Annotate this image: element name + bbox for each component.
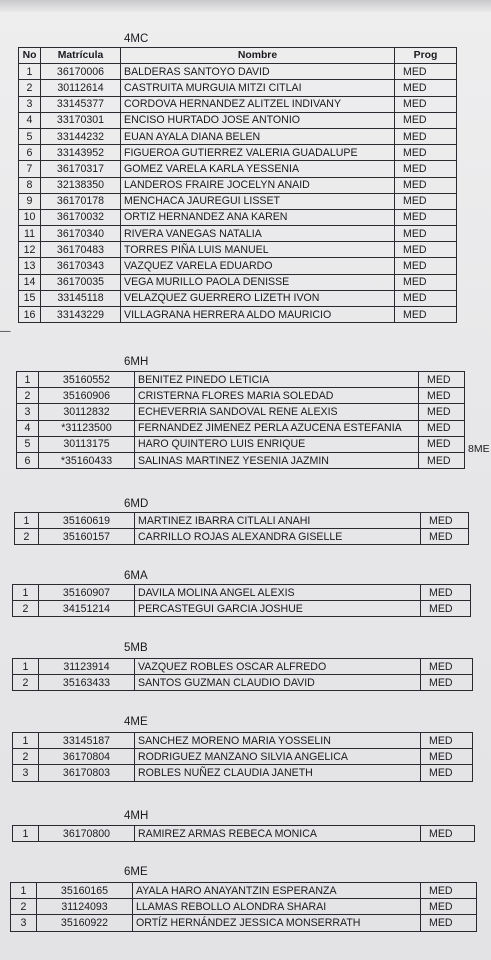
prog-cell: MED	[421, 675, 473, 691]
row-number: 2	[13, 675, 39, 691]
prog-cell: MED	[421, 585, 471, 601]
header-matricula: Matrícula	[41, 48, 121, 64]
matricula-cell: 30112614	[41, 80, 121, 96]
row-number: 12	[19, 242, 41, 258]
table-row	[19, 226, 457, 242]
prog-cell: MED	[421, 529, 469, 545]
row-number: 2	[11, 899, 37, 915]
section-title-6mh: 6MH	[124, 356, 149, 368]
nombre-cell: BALDERAS SANTOYO DAVID	[121, 64, 395, 80]
table-6me	[10, 882, 477, 932]
row-number: 2	[13, 601, 39, 617]
matricula-cell: *35160433	[39, 452, 135, 468]
table-row	[13, 733, 473, 749]
nombre-cell: AYALA HARO ANAYANTZIN ESPERANZA	[133, 883, 421, 899]
prog-cell: MED	[421, 733, 473, 749]
matricula-cell: 33143952	[41, 145, 121, 161]
matricula-cell: 30113175	[39, 436, 135, 452]
matricula-cell: 33145377	[41, 96, 121, 112]
prog-cell: MED	[419, 372, 465, 388]
row-number: 6	[19, 145, 41, 161]
matricula-cell: 36170032	[41, 209, 121, 225]
nombre-cell: VAZQUEZ ROBLES OSCAR ALFREDO	[135, 659, 421, 675]
nombre-cell: TORRES PIÑA LUIS MANUEL	[121, 242, 395, 258]
nombre-cell: CRISTERNA FLORES MARIA SOLEDAD	[135, 388, 419, 404]
row-number: 15	[19, 290, 41, 306]
nombre-cell: DAVILA MOLINA ANGEL ALEXIS	[135, 585, 421, 601]
prog-cell: MED	[395, 290, 457, 306]
row-number: 7	[19, 161, 41, 177]
header-prog: Prog	[395, 48, 457, 64]
matricula-cell: 36170343	[41, 258, 121, 274]
row-number: 5	[19, 128, 41, 144]
matricula-cell: 34151214	[39, 601, 135, 617]
matricula-cell: *31123500	[39, 420, 135, 436]
matricula-cell: 31123914	[39, 659, 135, 675]
section-title-4mh: 4MH	[124, 810, 149, 822]
matricula-cell: 33145118	[41, 290, 121, 306]
nombre-cell: VILLAGRANA HERRERA ALDO MAURICIO	[121, 307, 395, 323]
table-row	[19, 161, 457, 177]
matricula-cell: 36170800	[39, 826, 135, 842]
nombre-cell: LLAMAS REBOLLO ALONDRA SHARAI	[133, 899, 421, 915]
matricula-cell: 36170317	[41, 161, 121, 177]
nombre-cell: SALINAS MARTINEZ YESENIA JAZMIN	[135, 452, 419, 468]
matricula-cell: 32138350	[41, 177, 121, 193]
table-4mc	[18, 47, 457, 323]
nombre-cell: CARRILLO ROJAS ALEXANDRA GISELLE	[135, 529, 421, 545]
prog-cell: MED	[395, 96, 457, 112]
prog-cell: MED	[421, 765, 473, 781]
table-row	[19, 112, 457, 128]
prog-cell: MED	[395, 128, 457, 144]
nombre-cell: MENCHACA JAUREGUI LISSET	[121, 193, 395, 209]
table-row	[19, 64, 457, 80]
nombre-cell: VELAZQUEZ GUERRERO LIZETH IVON	[121, 290, 395, 306]
matricula-cell: 36170006	[41, 64, 121, 80]
row-number: 2	[15, 529, 39, 545]
edge-mark: —	[0, 325, 11, 337]
prog-cell: MED	[395, 226, 457, 242]
row-number: 10	[19, 209, 41, 225]
matricula-cell: 35160157	[39, 529, 135, 545]
row-number: 11	[19, 226, 41, 242]
section-title-4mc: 4MC	[124, 33, 149, 45]
matricula-cell: 35160907	[39, 585, 135, 601]
prog-cell: MED	[395, 177, 457, 193]
nombre-cell: BENITEZ PINEDO LETICIA	[135, 372, 419, 388]
nombre-cell: PERCASTEGUI GARCIA JOSHUE	[135, 601, 421, 617]
prog-cell: MED	[395, 307, 457, 323]
table-row	[19, 80, 457, 96]
table-row	[17, 436, 465, 452]
table-row	[19, 209, 457, 225]
row-number: 1	[13, 585, 39, 601]
matricula-cell: 36170035	[41, 274, 121, 290]
table-row	[13, 826, 475, 842]
table-row	[11, 915, 477, 931]
nombre-cell: GOMEZ VARELA KARLA YESSENIA	[121, 161, 395, 177]
matricula-cell: 35160165	[37, 883, 133, 899]
section-title-4me: 4ME	[124, 716, 148, 728]
prog-cell: MED	[395, 193, 457, 209]
row-number: 3	[11, 915, 37, 931]
matricula-cell: 36170178	[41, 193, 121, 209]
nombre-cell: FIGUEROA GUTIERREZ VALERIA GUADALUPE	[121, 145, 395, 161]
row-number: 1	[13, 733, 39, 749]
row-number: 1	[17, 372, 39, 388]
table-header-row	[19, 48, 457, 64]
table-5mb	[12, 658, 473, 691]
row-number: 3	[13, 765, 39, 781]
nombre-cell: CORDOVA HERNANDEZ ALITZEL INDIVANY	[121, 96, 395, 112]
section-title-6ma: 6MA	[124, 570, 148, 582]
matricula-cell: 35160922	[37, 915, 133, 931]
nombre-cell: SANCHEZ MORENO MARIA YOSSELIN	[135, 733, 421, 749]
prog-cell: MED	[419, 404, 465, 420]
matricula-cell: 30112832	[39, 404, 135, 420]
table-row	[15, 529, 469, 545]
table-row	[19, 177, 457, 193]
matricula-cell: 33144232	[41, 128, 121, 144]
row-number: 2	[19, 80, 41, 96]
nombre-cell: FERNANDEZ JIMENEZ PERLA AZUCENA ESTEFANIA	[135, 420, 419, 436]
prog-cell: MED	[395, 112, 457, 128]
matricula-cell: 35163433	[39, 675, 135, 691]
prog-cell: MED	[421, 915, 477, 931]
prog-cell: MED	[395, 274, 457, 290]
page-top-shadow	[0, 0, 491, 12]
table-row	[19, 307, 457, 323]
prog-cell: MED	[395, 64, 457, 80]
table-row	[17, 388, 465, 404]
nombre-cell: HARO QUINTERO LUIS ENRIQUE	[135, 436, 419, 452]
nombre-cell: ORTÍZ HERNÁNDEZ JESSICA MONSERRATH	[133, 915, 421, 931]
prog-cell: MED	[395, 161, 457, 177]
row-number: 1	[15, 513, 39, 529]
side-note: 8ME	[468, 443, 490, 455]
table-6md	[14, 512, 469, 545]
table-row	[19, 290, 457, 306]
section-title-5mb: 5MB	[124, 642, 148, 654]
table-row	[19, 193, 457, 209]
matricula-cell: 33143229	[41, 307, 121, 323]
matricula-cell: 36170340	[41, 226, 121, 242]
table-row	[11, 883, 477, 899]
row-number: 1	[13, 826, 39, 842]
table-row	[13, 675, 473, 691]
prog-cell: MED	[419, 388, 465, 404]
table-6ma	[12, 584, 471, 617]
prog-cell: MED	[419, 420, 465, 436]
prog-cell: MED	[421, 899, 477, 915]
matricula-cell: 33170301	[41, 112, 121, 128]
row-number: 16	[19, 307, 41, 323]
row-number: 14	[19, 274, 41, 290]
matricula-cell: 35160906	[39, 388, 135, 404]
prog-cell: MED	[421, 826, 475, 842]
table-row	[19, 96, 457, 112]
nombre-cell: ORTIZ HERNANDEZ ANA KAREN	[121, 209, 395, 225]
nombre-cell: VEGA MURILLO PAOLA DENISSE	[121, 274, 395, 290]
table-row	[13, 601, 471, 617]
row-number: 6	[17, 452, 39, 468]
matricula-cell: 35160619	[39, 513, 135, 529]
nombre-cell: ECHEVERRIA SANDOVAL RENE ALEXIS	[135, 404, 419, 420]
table-4me	[12, 732, 473, 782]
matricula-cell: 36170804	[39, 749, 135, 765]
row-number: 1	[11, 883, 37, 899]
table-row	[19, 145, 457, 161]
matricula-cell: 35160552	[39, 372, 135, 388]
prog-cell: MED	[421, 883, 477, 899]
row-number: 2	[13, 749, 39, 765]
prog-cell: MED	[395, 242, 457, 258]
nombre-cell: MARTINEZ IBARRA CITLALI ANAHI	[135, 513, 421, 529]
nombre-cell: EUAN AYALA DIANA BELEN	[121, 128, 395, 144]
prog-cell: MED	[395, 145, 457, 161]
matricula-cell: 36170483	[41, 242, 121, 258]
table-4mh	[12, 825, 475, 842]
nombre-cell: RAMIREZ ARMAS REBECA MONICA	[135, 826, 421, 842]
row-number: 9	[19, 193, 41, 209]
nombre-cell: LANDEROS FRAIRE JOCELYN ANAID	[121, 177, 395, 193]
table-row	[13, 765, 473, 781]
table-row	[19, 242, 457, 258]
row-number: 2	[17, 388, 39, 404]
prog-cell: MED	[419, 452, 465, 468]
prog-cell: MED	[421, 749, 473, 765]
row-number: 8	[19, 177, 41, 193]
header-no: No	[19, 48, 41, 64]
table-row	[17, 404, 465, 420]
matricula-cell: 31124093	[37, 899, 133, 915]
table-row	[17, 420, 465, 436]
nombre-cell: ROBLES NUÑEZ CLAUDIA JANETH	[135, 765, 421, 781]
table-row	[19, 274, 457, 290]
row-number: 4	[19, 112, 41, 128]
nombre-cell: VAZQUEZ VARELA EDUARDO	[121, 258, 395, 274]
nombre-cell: CASTRUITA MURGUIA MITZI CITLAI	[121, 80, 395, 96]
table-row	[15, 513, 469, 529]
prog-cell: MED	[421, 513, 469, 529]
row-number: 5	[17, 436, 39, 452]
prog-cell: MED	[419, 436, 465, 452]
table-row	[17, 372, 465, 388]
matricula-cell: 36170803	[39, 765, 135, 781]
matricula-cell: 33145187	[39, 733, 135, 749]
section-title-6me: 6ME	[124, 866, 148, 878]
table-row	[17, 452, 465, 468]
table-6mh	[16, 371, 465, 469]
row-number: 1	[19, 64, 41, 80]
nombre-cell: RIVERA VANEGAS NATALIA	[121, 226, 395, 242]
row-number: 3	[17, 404, 39, 420]
prog-cell: MED	[395, 258, 457, 274]
prog-cell: MED	[395, 209, 457, 225]
row-number: 13	[19, 258, 41, 274]
table-row	[13, 659, 473, 675]
prog-cell: MED	[421, 601, 471, 617]
table-row	[13, 585, 471, 601]
table-row	[13, 749, 473, 765]
row-number: 1	[13, 659, 39, 675]
nombre-cell: ENCISO HURTADO JOSE ANTONIO	[121, 112, 395, 128]
table-row	[19, 258, 457, 274]
section-title-6md: 6MD	[124, 498, 149, 510]
prog-cell: MED	[421, 659, 473, 675]
nombre-cell: RODRIGUEZ MANZANO SILVIA ANGELICA	[135, 749, 421, 765]
row-number: 4	[17, 420, 39, 436]
prog-cell: MED	[395, 80, 457, 96]
table-row	[11, 899, 477, 915]
nombre-cell: SANTOS GUZMAN CLAUDIO DAVID	[135, 675, 421, 691]
header-nombre: Nombre	[121, 48, 395, 64]
table-row	[19, 128, 457, 144]
row-number: 3	[19, 96, 41, 112]
